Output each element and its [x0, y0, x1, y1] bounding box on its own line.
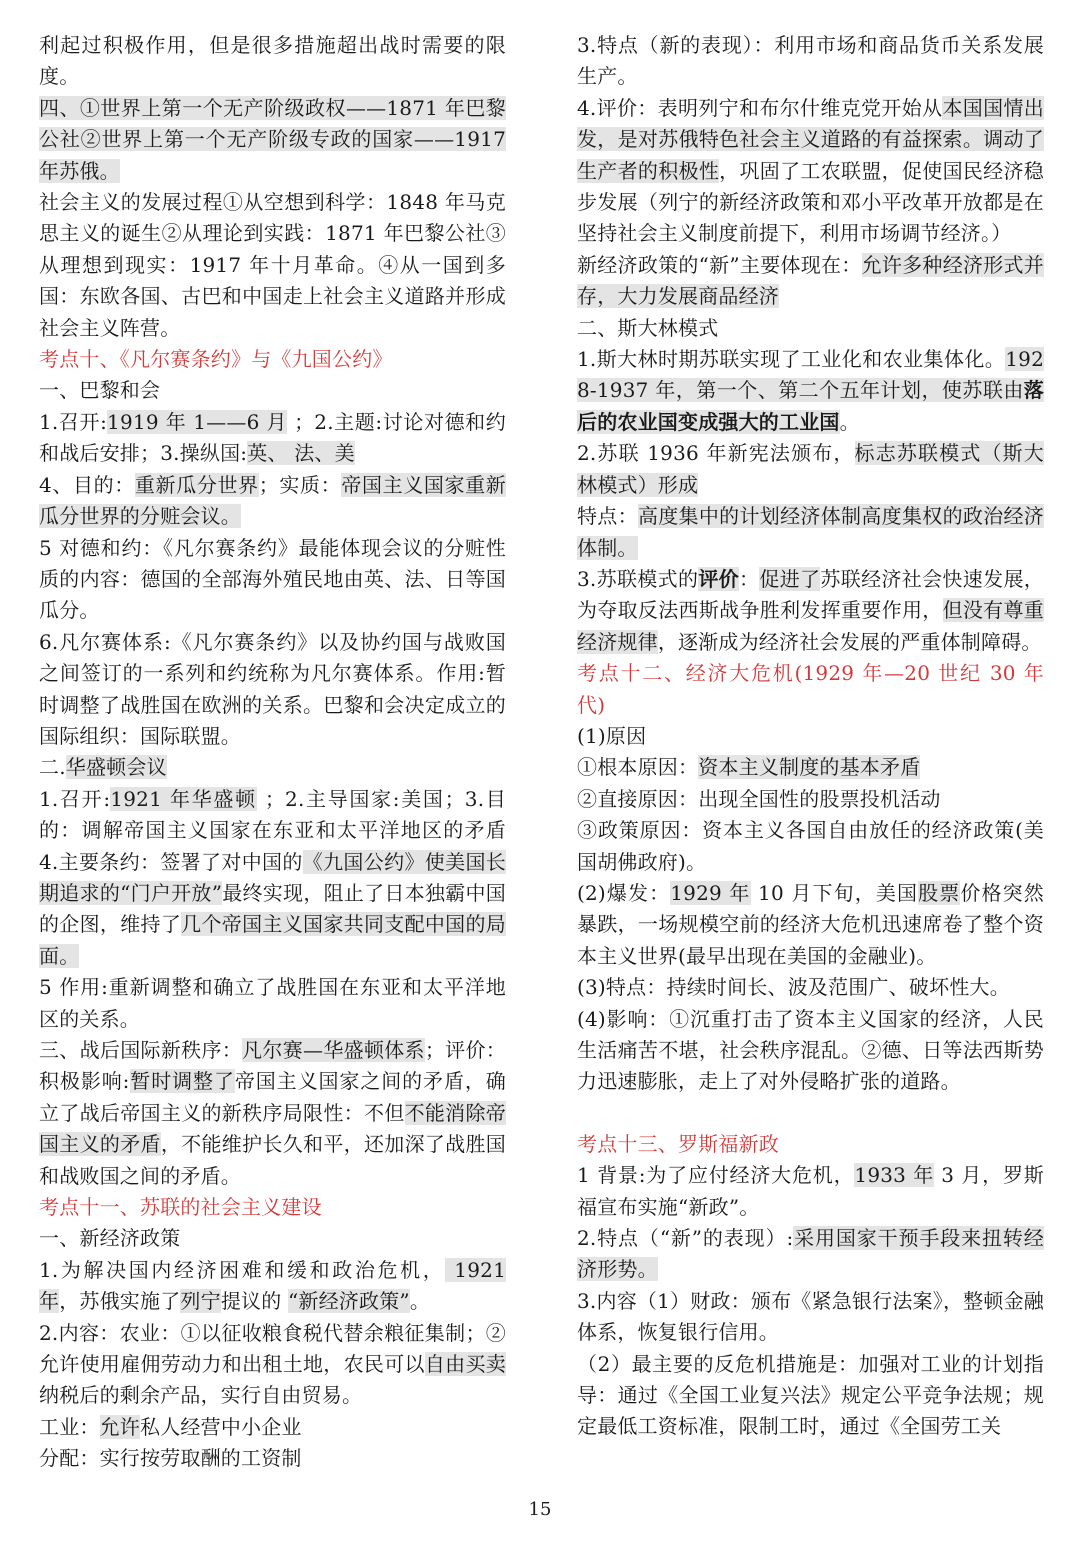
highlight: 资本主义制度的基本矛盾 [698, 755, 921, 780]
paragraph: 5 作用:重新调整和确立了战胜国在东亚和太平洋地区的关系。 [39, 975, 506, 1031]
paragraph: 1.召开:1919 年 1——6 月 ；2.主题:讨论对德和约和战后安排；3.操纵国:英、 法、美 [39, 409, 506, 466]
paragraph: 新经济政策的“新”主要体现在：允许多种经济形式并存，大力发展商品经济 [577, 252, 1044, 309]
highlight: 列宁 [180, 1289, 221, 1314]
highlight: 允许多种经济形式并存，大力发展商品经济 [577, 252, 1044, 309]
paragraph: 3.苏联模式的评价：促进了苏联经济社会快速发展，为夺取反法西斯战争胜利发挥重要作用，但没有尊重经济规律，逐渐成为经济社会发展的严重体制障碍。 [577, 566, 1044, 654]
paragraph: 3.特点（新的表现）：利用市场和商品货币关系发展生产。 [577, 33, 1044, 89]
paragraph: 特点：高度集中的计划经济体制高度集权的政治经济体制。 [577, 504, 1044, 560]
paragraph: 1.为解决国内经济困难和缓和政治危机， 1921 年，苏俄实施了列宁提议的 “新经济政策”。 [39, 1257, 506, 1314]
section-heading-12: 考点十二、经济大危机(1929 年—20 世纪 30 年代) [577, 661, 1044, 717]
highlight: 1933 年 [854, 1163, 935, 1188]
highlight: 凡尔赛—华盛顿体系 [242, 1038, 425, 1062]
paragraph: 1 背景:为了应付经济大危机，1933 年 3 月，罗斯福宣布实施“新政”。 [577, 1163, 1044, 1219]
highlight: 1928-1937 年，第一个、第二个五年计划，使苏联由 [577, 347, 1044, 403]
paragraph: ②直接原因：出现全国性的股票投机活动 [577, 786, 941, 811]
highlight: 重新瓜分世界 [134, 472, 259, 497]
right-column [577, 30, 1044, 1443]
section-heading-11: 考点十一、苏联的社会主义建设 [39, 1195, 322, 1220]
paragraph: 2.苏联 1936 年新宪法颁布，标志苏联模式（斯大林模式）形成 [577, 441, 1044, 497]
highlight: 几个帝国主义国家共同支配中国的局面。 [39, 912, 506, 968]
highlight-bold: 落后的农业国变成强大的工业国 [577, 378, 1044, 434]
paragraph: 三、战后国际新秩序：凡尔赛—华盛顿体系；评价：积极影响:暂时调整了帝国主义国家之间的矛盾，确立了战后帝国主义的新秩序局限性：不但不能消除帝国主义的矛盾，不能维护长久和平，还加深了战胜国和战败国之间的矛盾。 [39, 1038, 506, 1188]
highlight: 本国国情出发，是对苏俄特色社会主义道路的有益探索。调动了生产者的积极性 [577, 95, 1044, 183]
highlight: 高度集中的计划经济体制高度集权的政治经济体制。 [577, 504, 1044, 560]
paragraph: 工业：允许私人经营中小企业 [39, 1414, 302, 1439]
paragraph: 社会主义的发展过程①从空想到科学：1848 年马克思主义的诞生②从理论到实践：1871 年巴黎公社③从理想到现实：1917 年十月革命。④从一国到多国：东欧各国、古巴和中国走上社会主义道路并形成社会主义阵营。 [39, 190, 506, 340]
highlight: 自由买卖 [424, 1352, 506, 1377]
subheading: 二、斯大林模式 [577, 315, 719, 340]
paragraph: 6.凡尔赛体系:《凡尔赛条约》以及协约国与战败国之间签订的一系列和约统称为凡尔赛体系。作用:暂时调整了战胜国在欧洲的关系。巴黎和会决定成立的国际组织：国际联盟。 [39, 629, 506, 748]
highlight: 允许 [99, 1414, 141, 1439]
highlight: 华盛顿会议 [65, 755, 167, 780]
subheading: (1)原因 [577, 723, 647, 748]
highlight: 英、 法、美 [247, 441, 355, 466]
section-heading-13: 考点十三、罗斯福新政 [577, 1131, 779, 1156]
highlight: 1921 年华盛顿 [110, 786, 257, 811]
highlight: 《九国公约》使美国长期追求的“门户开放” [39, 849, 506, 905]
paragraph: 4.评价：表明列宁和布尔什维克党开始从本国国情出发，是对苏俄特色社会主义道路的有益探索。调动了生产者的积极性，巩固了工农联盟，促使国民经济稳步发展（列宁的新经济政策和邓小平改革开放都是在坚持社会主义制度前提下，利用市场调节经济。） [577, 95, 1044, 246]
paragraph: 2.内容：农业：①以征收粮食税代替余粮征集制；②允许使用雇佣劳动力和出租土地，农民可以自由买卖纳税后的剩余产品，实行自由贸易。 [39, 1320, 506, 1408]
paragraph: 4、目的：重新瓜分世界；实质：帝国主义国家重新瓜分世界的分赃会议。 [39, 472, 506, 529]
spacer [577, 1098, 1044, 1129]
subheading: 一、巴黎和会 [39, 378, 161, 403]
page-number: 15 [528, 1499, 552, 1520]
paragraph: 分配：实行按劳取酬的工资制 [39, 1446, 302, 1471]
subheading: 二.华盛顿会议 [39, 755, 167, 780]
paragraph: (4)影响：①沉重打击了资本主义国家的经济，人民生活痛苦不堪，社会秩序混乱。②德、日等法西斯势力迅速膨胀，走上了对外侵略扩张的道路。 [577, 1006, 1044, 1094]
paragraph: 利起过积极作用，但是很多措施超出战时需要的限度。 [39, 33, 506, 89]
highlight: 暂时调整了 [129, 1069, 235, 1094]
highlight: 采用国家干预手段来扭转经济形势。 [577, 1226, 1044, 1282]
paragraph: 3.内容（1）财政：颁布《紧急银行法案》，整顿金融体系，恢复银行信用。 [577, 1288, 1044, 1345]
subheading: 一、新经济政策 [39, 1226, 181, 1251]
highlight: 四、①世界上第一个无产阶级政权——1871 年巴黎公社②世界上第一个无产阶级专政的国家——1917 年苏俄。 [39, 95, 506, 183]
paragraph: (3)特点：持续时间长、波及范围广、破坏性大。 [577, 975, 1010, 1000]
highlight: 1919 年 1——6 月 [107, 409, 288, 434]
highlight: 标志苏联模式（斯大林模式）形成 [577, 441, 1044, 497]
highlight: 1921 年 [39, 1257, 506, 1314]
paragraph: 2.特点（“新”的表现）:采用国家干预手段来扭转经济形势。 [577, 1226, 1044, 1282]
paragraph: ③政策原因：资本主义各国自由放任的经济政策(美国胡佛政府)。 [577, 818, 1044, 874]
highlight: 帝国主义国家重新瓜分世界的分赃会议。 [39, 472, 506, 529]
highlight: “新经济政策” [287, 1289, 410, 1314]
paragraph: ①根本原因：资本主义制度的基本矛盾 [577, 755, 921, 780]
highlight: 1929 年 [670, 880, 751, 905]
highlight: 促进了 [759, 566, 821, 591]
paragraph: (2)爆发：1929 年 10 月下旬，美国股票价格突然暴跌，一场规模空前的经济大危机迅速席卷了整个资本主义世界(最早出现在美国的金融业)。 [577, 880, 1044, 968]
section-heading-10: 考点十、《凡尔赛条约》与《九国公约》 [39, 347, 393, 372]
paragraph: （2）最主要的反危机措施是：加强对工业的计划指导：通过《全国工业复兴法》规定公平竞争法规；规定最低工资标准，限制工时，通过《全国劳工关 [577, 1351, 1044, 1439]
left-column [39, 30, 506, 1475]
highlight-bold: 评价 [698, 566, 740, 591]
highlight: 股票 [918, 880, 961, 905]
paragraph: 5 对德和约：《凡尔赛条约》最能体现会议的分赃性质的内容：德国的全部海外殖民地由英、法、日等国瓜分。 [39, 535, 506, 623]
highlight: 但没有尊重经济规律 [577, 598, 1044, 654]
paragraph: 1.召开:1921 年华盛顿 ；2.主导国家:美国；3.目的：调解帝国主义国家在东亚和太平洋地区的矛盾 4.主要条约：签署了对中国的《九国公约》使美国长期追求的“门户开放”最终实现，阻止了日本独霸中国的企图，维持了几个帝国主义国家共同支配中国的局面。 [39, 786, 506, 968]
paragraph: 1.斯大林时期苏联实现了工业化和农业集体化。1928-1937 年，第一个、第二个五年计划，使苏联由落后的农业国变成强大的工业国。 [577, 347, 1044, 434]
highlight: 不能消除帝国主义的矛盾 [39, 1100, 506, 1157]
paragraph [39, 93, 506, 187]
